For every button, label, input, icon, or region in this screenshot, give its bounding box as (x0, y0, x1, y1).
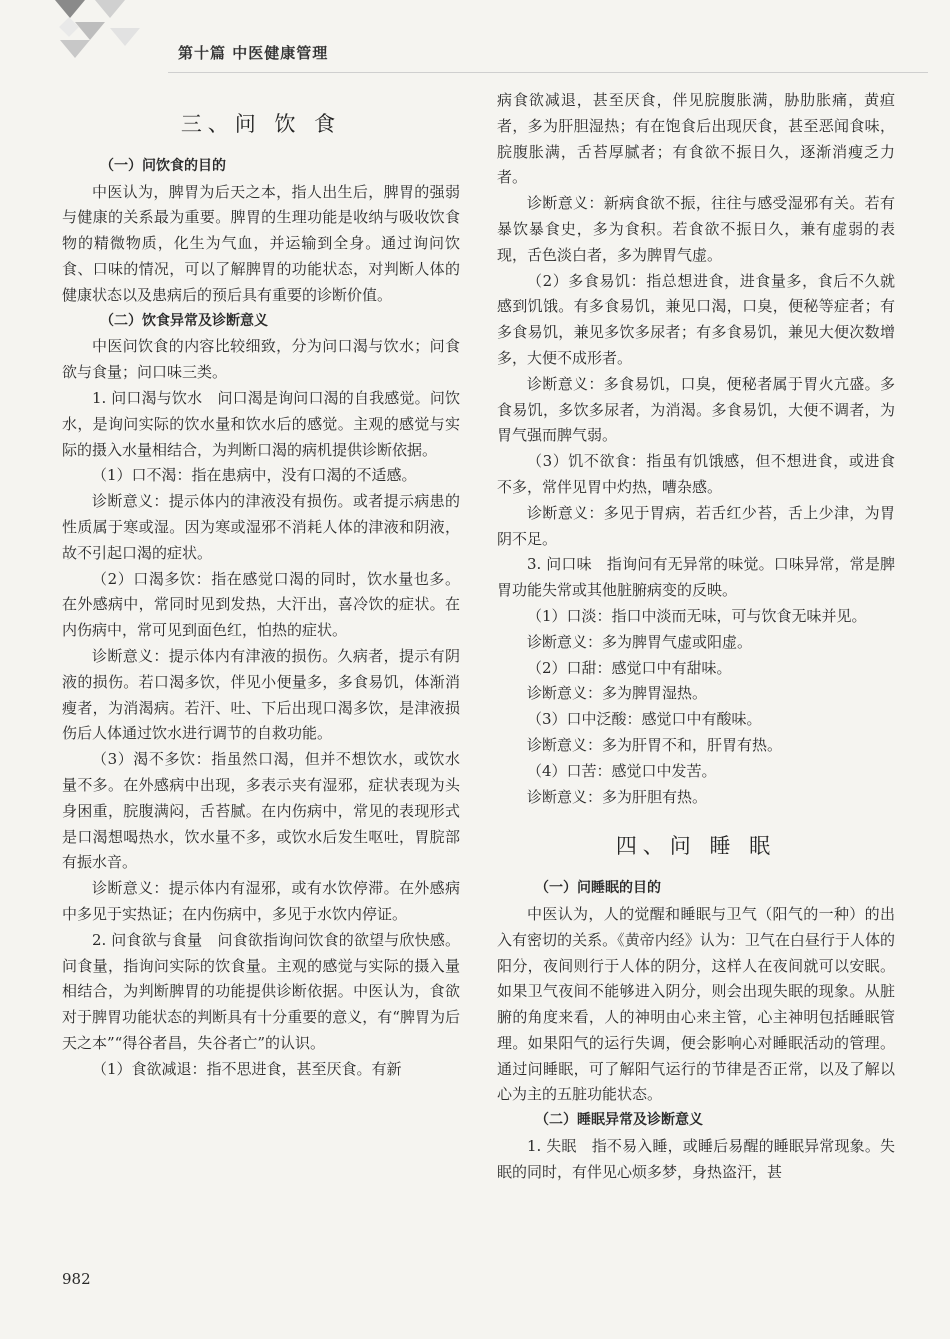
right-column (497, 88, 895, 1186)
paragraph: （1）口淡：指口中淡而无味，可与饮食无味并见。 (527, 606, 867, 625)
subsection-purpose: （一）问饮食的目的 (100, 157, 226, 174)
page-number: 982 (62, 1270, 91, 1288)
paragraph: 诊断意义：提示体内的津液没有损伤。或者提示病患的性质属于寒或湿。因为寒或湿邪不消耗人体的津液和阴液，故不引起口渴的症状。 (62, 492, 460, 562)
paragraph: 诊断意义：提示体内有湿邪，或有水饮停滞。在外感病中多见于实热证；在内伤病中，多见于水饮内停证。 (62, 879, 460, 923)
paragraph: （2）多食易饥：指总想进食，进食量多，食后不久就感到饥饿。有多食易饥，兼见口渴，口臭，便秘等症者；有多食易饥，兼见多饮多尿者；有多食易饥，兼见大便次数增多，大便不成形者。 (497, 271, 895, 367)
paragraph: （3）渴不多饮：指虽然口渴，但并不想饮水，或饮水量不多。在外感病中出现，多表示夹有湿邪，症状表现为头身困重，脘腹满闷，舌苔腻。在内伤病中，常见的表现形式是口渴想喝热水，饮水量不多，或饮水后发生呕吐，胃脘部有振水音。 (62, 750, 460, 872)
paragraph: 诊断意义：多为脾胃气虚或阳虚。 (527, 632, 753, 651)
subsection-abnormal: （二）饮食异常及诊断意义 (100, 312, 268, 329)
paragraph: （3）口中泛酸：感觉口中有酸味。 (527, 710, 762, 729)
paragraph: （3）饥不欲食：指虽有饥饿感，但不想进食，或进食不多，常伴见胃中灼热，嘈杂感。 (497, 452, 895, 496)
paragraph: 3. 问口味 指询问有无异常的味觉。口味异常，常是脾胃功能失常或其他脏腑病变的反映。 (497, 555, 895, 600)
paragraph: 诊断意义：多为脾胃湿热。 (527, 684, 708, 703)
paragraph: 中医认为，人的觉醒和睡眠与卫气（阳气的一种）的出入有密切的关系。《黄帝内经》认为：卫气在白昼行于人体的阳分，夜间则行于人体的阴分，这样人在夜间就可以安眠。如果卫气夜间不能够进入阴分，则会出现失眠的现象。从脏腑的角度来看，人的神明由心来主管，心主神明包括睡眠管理。如果阳气的运行失调，便会影响心对睡眠活动的管理。通过问睡眠，可了解阳气运行的节律是否正常，以及了解以心为主的五脏功能状态。 (497, 904, 895, 1104)
paragraph: （1）食欲减退：指不思进食，甚至厌食。有新 (92, 1059, 402, 1078)
corner-decoration (0, 0, 200, 80)
paragraph: 中医问饮食的内容比较细致，分为问口渴与饮水；问食欲与食量；问口味三类。 (62, 337, 460, 382)
header-rule (168, 72, 928, 73)
paragraph: 1. 问口渴与饮水 问口渴是询问口渴的自我感觉。问饮水，是询问实际的饮水量和饮水后的感觉。主观的感觉与实际的摄入水量相结合，为判断口渴的病机提供诊断依据。 (62, 388, 460, 459)
subsection-sleep-purpose: （一）问睡眠的目的 (535, 880, 661, 897)
paragraph: 诊断意义：多见于胃病，若舌红少苔，舌上少津，为胃阴不足。 (497, 503, 895, 548)
paragraph: 1. 失眠 指不易入睡，或睡后易醒的睡眠异常现象。失眠的同时，有伴见心烦多梦，身热盗汗，甚 (497, 1137, 895, 1181)
paragraph: （1）口不渴：指在患病中，没有口渴的不适感。 (92, 466, 417, 485)
section-title-diet: 三、问 饮 食 (180, 112, 342, 136)
paragraph: 诊断意义：多食易饥，口臭，便秘者属于胃火亢盛。多食易饥，多饮多尿者，为消渴。多食易饥，大便不调者，为胃气强而脾气弱。 (497, 374, 895, 445)
paragraph: 诊断意义：提示体内有津液的损伤。久病者，提示有阴液的损伤。若口渴多饮，伴见小便量多，多食易饥，体渐消瘦者，为消渴病。若汗、吐、下后出现口渴多饮，是津液损伤后人体通过饮水进行调节的自救功能。 (62, 646, 460, 743)
paragraph: 诊断意义：新病食欲不振，往往与感受湿邪有关。若有暴饮暴食史，多为食积。若食欲不振日久，兼有虚弱的表现，舌色淡白者，多为脾胃气虚。 (497, 194, 895, 264)
paragraph: （2）口渴多饮：指在感觉口渴的同时，饮水量也多。在外感病中，常同时见到发热，大汗出，喜冷饮的症状。在内伤病中，常可见到面色红，怕热的症状。 (62, 569, 460, 640)
paragraph: 诊断意义：多为肝胃不和，肝胃有热。 (527, 735, 783, 754)
paragraph: （2）口甜：感觉口中有甜味。 (527, 658, 732, 677)
paragraph: 2. 问食欲与食量 问食欲指询问饮食的欲望与欣快感。问食量，指询问实际的饮食量。主观的感觉与实际的摄入量相结合，为判断脾胃的功能提供诊断依据。中医认为，食欲对于脾胃功能状态的判断具有十分重要的意义，有“脾胃为后天之本”“得谷者昌，失谷者亡”的认识。 (62, 930, 460, 1052)
paragraph: 病食欲减退，甚至厌食，伴见脘腹胀满，胁肋胀痛，黄疸者，多为肝胆湿热；有在饱食后出现厌食，甚至恶闻食味，脘腹胀满，舌苔厚腻者；有食欲不振日久，逐渐消瘦乏力者。 (497, 91, 895, 187)
subsection-sleep-abnormal: （二）睡眠异常及诊断意义 (535, 1112, 703, 1129)
running-head: 第十篇 中医健康管理 (178, 44, 329, 62)
paragraph: （4）口苦：感觉口中发苦。 (527, 761, 717, 780)
paragraph: 中医认为，脾胃为后天之本，指人出生后，脾胃的强弱与健康的关系最为重要。脾胃的生理功能是收纳与吸收饮食物的精微物质，化生为气血，并运输到全身。通过询问饮食、口味的情况，可以了解脾胃的功能状态，对判断人体的健康状态以及患病后的预后具有重要的诊断价值。 (62, 182, 460, 304)
section-title-sleep: 四、问 睡 眠 (615, 834, 777, 859)
left-column (62, 88, 460, 1082)
paragraph: 诊断意义：多为肝胆有热。 (527, 787, 708, 806)
